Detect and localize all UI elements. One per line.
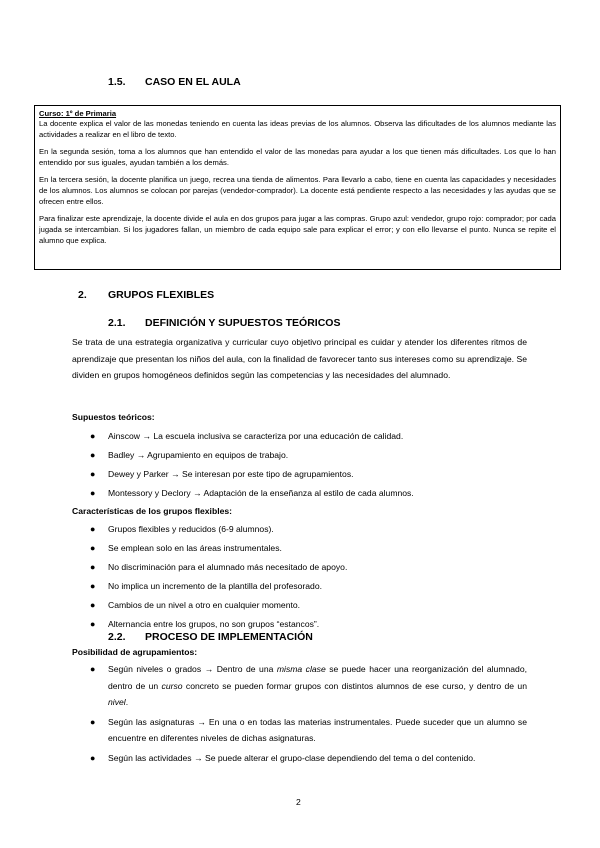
bullet-icon: ● [90, 469, 96, 479]
section-title: CASO EN EL AULA [145, 76, 241, 88]
section-number: 2.1. [108, 317, 126, 329]
section-title: DEFINICIÓN Y SUPUESTOS TEÓRICOS [145, 317, 341, 329]
case-paragraph-4: Para finalizar este aprendizaje, la docente divide el aula en dos grupos para jugar a las compras. Grupo azul: vendedor, grupo rojo: comprador; por cada jugada se intercambian. Si los jugadores fallan, un miembro de cada equipo sale para explicar el error; y con ello llevarse el punto. Nunca se repite el alumno que explica. [39, 214, 556, 245]
list-item: ● Montessory y Declory → Adaptación de la enseñanza al estilo de cada alumnos. [90, 485, 530, 504]
bullet-icon: ● [90, 543, 96, 553]
posibilidad-title: Posibilidad de agrupamientos: [72, 647, 198, 657]
posibilidad-list [90, 661, 527, 769]
bullet-icon: ● [90, 600, 96, 610]
list-item: ● Cambios de un nivel a otro en cualquier momento. [90, 597, 530, 616]
bullet-icon: ● [90, 562, 96, 572]
caracteristicas-list [90, 521, 530, 635]
supuestos-title: Supuestos teóricos: [72, 412, 155, 422]
case-caption: Curso: 1º de Primaria [39, 109, 117, 118]
section-number: 1.5. [108, 76, 126, 88]
section-title: GRUPOS FLEXIBLES [108, 289, 215, 301]
list-item: ● Badley → Agrupamiento en equipos de trabajo. [90, 447, 530, 466]
case-paragraph-2: En la segunda sesión, toma a los alumnos que han entendido el valor de las monedas para ayudar a los que tienen más dificultades. Los que lo han entendido por sus iguales, ayudan también a los demás. [39, 147, 556, 167]
list-item: ● Según niveles o grados → Dentro de una misma clase se puede hacer una reorganización del alumnado, dentro de un curso concreto se pueden formar grupos con distintos alumnos de ese curso, y dentro de un nivel. [90, 661, 527, 711]
list-item: ● Dewey y Parker → Se interesan por este tipo de agrupamientos. [90, 466, 530, 485]
list-item: ● No implica un incremento de la plantilla del profesorado. [90, 578, 530, 597]
bullet-icon: ● [90, 431, 96, 441]
bullet-icon: ● [90, 450, 96, 460]
bullet-icon: ● [90, 716, 96, 727]
bullet-icon: ● [90, 524, 96, 534]
case-paragraph-3: En la tercera sesión, la docente planifica un juego, recrea una tienda de alimentos. Para llevarlo a cabo, tiene en cuenta las capacidades y necesidades de los alumnos. Los alumnos se colocan por parejas (vendedor-comprador). La docente está pendiente respecto a las necesidades y las ayudas que se ofrecen entre ellos. [39, 175, 556, 206]
list-item: ● No discriminación para el alumnado más necesitado de apoyo. [90, 559, 530, 578]
case-paragraph-1: La docente explica el valor de las monedas teniendo en cuenta las ideas previas de los alumnos. Observa las dificultades de los alumnos mediante las actividades a realizar en el libro de texto. [39, 119, 556, 139]
section-number: 2.2. [108, 631, 126, 643]
case-box [34, 105, 561, 270]
bullet-icon: ● [90, 488, 96, 498]
caracteristicas-title: Características de los grupos flexibles: [72, 506, 232, 516]
bullet-icon: ● [90, 664, 96, 674]
bullet-icon: ● [90, 619, 96, 629]
list-item: ● Según las asignaturas → En una o en todas las materias instrumentales. Puede suceder que un alumno se encuentre en diferentes niveles de dichas asignaturas. [90, 714, 527, 747]
bullet-icon: ● [90, 752, 96, 763]
list-item: ● Grupos flexibles y reducidos (6-9 alumnos). [90, 521, 530, 540]
section-number: 2. [78, 289, 87, 301]
list-item: ● Según las actividades → Se puede alterar el grupo-clase dependiendo del tema o del contenido. [90, 750, 527, 767]
list-item: ● Ainscow → La escuela inclusiva se caracteriza por una educación de calidad. [90, 428, 530, 447]
supuestos-list [90, 428, 530, 504]
list-item: ● Alternancia entre los grupos, no son grupos “estancos”. [90, 616, 530, 635]
page-number: 2 [296, 797, 301, 807]
list-item: ● Se emplean solo en las áreas instrumentales. [90, 540, 530, 559]
bullet-icon: ● [90, 581, 96, 591]
definition-paragraph: Se trata de una estrategia organizativa y curricular cuyo objetivo principal es cuidar y atender los diferentes ritmos de aprendizaje que presentan los niños del aula, con la finalidad de favorecer tanto sus intereses como su aprendizaje. Se dividen en grupos homogéneos definidos según las competencias y las necesidades del alumnado. [72, 337, 527, 380]
section-title: PROCESO DE IMPLEMENTACIÓN [145, 631, 313, 643]
